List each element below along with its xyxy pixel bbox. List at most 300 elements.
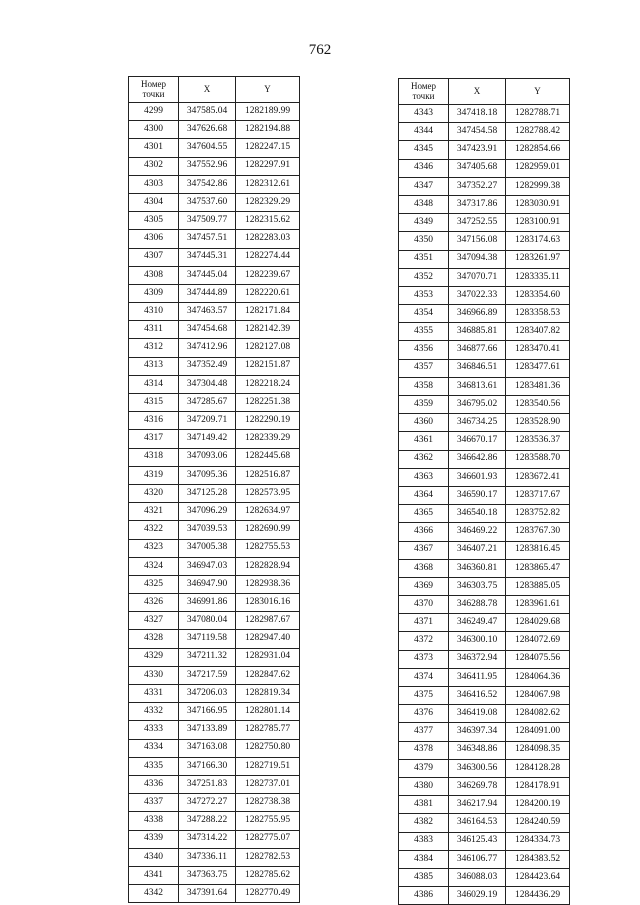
table-row: [129, 266, 300, 284]
cell-point-number: 4319: [129, 466, 179, 484]
cell-point-number: 4316: [129, 412, 179, 430]
cell-point-number: 4361: [399, 432, 449, 450]
cell-y: 1282339.29: [236, 430, 300, 448]
cell-x: 347418.18: [449, 105, 506, 123]
cell-y: 1283261.97: [506, 250, 570, 268]
cell-y: 1283536.37: [506, 432, 570, 450]
cell-y: 1282573.95: [236, 484, 300, 502]
cell-y: 1284423.64: [506, 868, 570, 886]
cell-point-number: 4354: [399, 305, 449, 323]
cell-point-number: 4346: [399, 159, 449, 177]
cell-x: 347314.22: [179, 830, 236, 848]
table-row: [129, 685, 300, 703]
cell-y: 1284064.36: [506, 668, 570, 686]
cell-point-number: 4333: [129, 721, 179, 739]
cell-y: 1283354.60: [506, 286, 570, 304]
cell-y: 1283816.45: [506, 541, 570, 559]
cell-x: 347039.53: [179, 521, 236, 539]
header-point-number: Номер точки: [129, 77, 179, 103]
cell-x: 347542.86: [179, 175, 236, 193]
cell-point-number: 4302: [129, 157, 179, 175]
cell-point-number: 4303: [129, 175, 179, 193]
cell-x: 346590.17: [449, 486, 506, 504]
cell-point-number: 4363: [399, 468, 449, 486]
cell-x: 346795.02: [449, 396, 506, 414]
cell-point-number: 4311: [129, 321, 179, 339]
cell-point-number: 4327: [129, 612, 179, 630]
cell-y: 1283717.67: [506, 486, 570, 504]
cell-y: 1284436.29: [506, 887, 570, 905]
cell-point-number: 4379: [399, 759, 449, 777]
cell-point-number: 4371: [399, 614, 449, 632]
cell-x: 346249.47: [449, 614, 506, 632]
table-row: [399, 232, 570, 250]
cell-point-number: 4366: [399, 523, 449, 541]
cell-point-number: 4369: [399, 577, 449, 595]
cell-point-number: 4301: [129, 139, 179, 157]
cell-point-number: 4345: [399, 141, 449, 159]
table-row: [129, 557, 300, 575]
table-row: [399, 359, 570, 377]
table-row: [129, 430, 300, 448]
cell-x: 346947.90: [179, 575, 236, 593]
cell-y: 1282947.40: [236, 630, 300, 648]
cell-x: 346300.56: [449, 759, 506, 777]
table-row: [399, 523, 570, 541]
cell-point-number: 4328: [129, 630, 179, 648]
cell-point-number: 4344: [399, 123, 449, 141]
cell-y: 1282788.71: [506, 105, 570, 123]
cell-x: 346411.95: [449, 668, 506, 686]
table-row: [129, 339, 300, 357]
table-row: [129, 630, 300, 648]
cell-x: 347022.33: [449, 286, 506, 304]
cell-y: 1282785.77: [236, 721, 300, 739]
cell-point-number: 4352: [399, 268, 449, 286]
table-row: [399, 668, 570, 686]
cell-y: 1282750.80: [236, 739, 300, 757]
cell-y: 1284240.59: [506, 814, 570, 832]
cell-y: 1282987.67: [236, 612, 300, 630]
table-row: [399, 450, 570, 468]
cell-x: 347095.36: [179, 466, 236, 484]
cell-x: 347585.04: [179, 103, 236, 121]
table-row: [129, 212, 300, 230]
table-row: [399, 486, 570, 504]
cell-x: 347206.03: [179, 685, 236, 703]
cell-point-number: 4370: [399, 596, 449, 614]
cell-y: 1282151.87: [236, 357, 300, 375]
header-x: X: [449, 79, 506, 105]
cell-y: 1284072.69: [506, 632, 570, 650]
table-row: [399, 723, 570, 741]
table-row: [399, 505, 570, 523]
cell-y: 1283885.05: [506, 577, 570, 595]
table-row: [129, 412, 300, 430]
cell-point-number: 4322: [129, 521, 179, 539]
table-header-row: [129, 77, 300, 103]
table-row: [399, 759, 570, 777]
cell-point-number: 4312: [129, 339, 179, 357]
cell-point-number: 4320: [129, 484, 179, 502]
table-row: [129, 357, 300, 375]
cell-x: 347412.96: [179, 339, 236, 357]
cell-y: 1282690.99: [236, 521, 300, 539]
cell-y: 1282142.39: [236, 321, 300, 339]
table-row: [399, 687, 570, 705]
table-row: [399, 868, 570, 886]
cell-x: 346734.25: [449, 414, 506, 432]
cell-x: 347445.04: [179, 266, 236, 284]
cell-x: 346407.21: [449, 541, 506, 559]
cell-x: 346540.18: [449, 505, 506, 523]
cell-point-number: 4376: [399, 705, 449, 723]
cell-y: 1282220.61: [236, 284, 300, 302]
cell-y: 1282189.99: [236, 103, 300, 121]
cell-x: 347209.71: [179, 412, 236, 430]
cell-y: 1282239.67: [236, 266, 300, 284]
table-row: [399, 650, 570, 668]
table-row: [129, 484, 300, 502]
cell-y: 1282785.62: [236, 866, 300, 884]
cell-x: 347285.67: [179, 394, 236, 412]
cell-x: 347317.86: [449, 195, 506, 213]
cell-point-number: 4350: [399, 232, 449, 250]
cell-y: 1284091.00: [506, 723, 570, 741]
table-row: [129, 375, 300, 393]
cell-x: 347454.68: [179, 321, 236, 339]
table-row: [399, 577, 570, 595]
table-row: [399, 141, 570, 159]
table-row: [129, 175, 300, 193]
cell-x: 346601.93: [449, 468, 506, 486]
cell-point-number: 4384: [399, 850, 449, 868]
table-row: [399, 177, 570, 195]
cell-x: 347463.57: [179, 303, 236, 321]
cell-point-number: 4368: [399, 559, 449, 577]
table-row: [129, 794, 300, 812]
cell-y: 1284067.98: [506, 687, 570, 705]
cell-y: 1284082.62: [506, 705, 570, 723]
cell-y: 1283100.91: [506, 214, 570, 232]
cell-y: 1282445.68: [236, 448, 300, 466]
cell-y: 1282775.07: [236, 830, 300, 848]
cell-x: 346106.77: [449, 850, 506, 868]
cell-point-number: 4332: [129, 703, 179, 721]
cell-x: 346372.94: [449, 650, 506, 668]
cell-point-number: 4364: [399, 486, 449, 504]
cell-x: 347423.91: [449, 141, 506, 159]
table-row: [129, 466, 300, 484]
cell-y: 1283030.91: [506, 195, 570, 213]
table-row: [399, 377, 570, 395]
cell-x: 347304.48: [179, 375, 236, 393]
cell-y: 1284029.68: [506, 614, 570, 632]
cell-point-number: 4367: [399, 541, 449, 559]
cell-x: 347626.68: [179, 121, 236, 139]
cell-x: 346813.61: [449, 377, 506, 395]
cell-x: 347272.27: [179, 794, 236, 812]
cell-x: 347166.30: [179, 757, 236, 775]
cell-point-number: 4351: [399, 250, 449, 268]
cell-point-number: 4353: [399, 286, 449, 304]
cell-x: 346966.89: [449, 305, 506, 323]
cell-x: 346846.51: [449, 359, 506, 377]
cell-x: 346300.10: [449, 632, 506, 650]
cell-point-number: 4325: [129, 575, 179, 593]
cell-x: 347454.58: [449, 123, 506, 141]
cell-y: 1283407.82: [506, 323, 570, 341]
cell-y: 1283174.63: [506, 232, 570, 250]
cell-x: 347094.38: [449, 250, 506, 268]
cell-point-number: 4310: [129, 303, 179, 321]
cell-y: 1283767.30: [506, 523, 570, 541]
table-row: [129, 448, 300, 466]
cell-point-number: 4300: [129, 121, 179, 139]
table-row: [399, 286, 570, 304]
table-row: [129, 721, 300, 739]
cell-x: 347217.59: [179, 666, 236, 684]
cell-point-number: 4305: [129, 212, 179, 230]
cell-y: 1282516.87: [236, 466, 300, 484]
cell-y: 1283540.56: [506, 396, 570, 414]
cell-point-number: 4341: [129, 866, 179, 884]
table-row: [129, 121, 300, 139]
cell-y: 1283470.41: [506, 341, 570, 359]
table-row: [129, 666, 300, 684]
cell-y: 1282755.95: [236, 812, 300, 830]
cell-y: 1282788.42: [506, 123, 570, 141]
table-row: [399, 323, 570, 341]
table-row: [129, 157, 300, 175]
table-row: [129, 812, 300, 830]
table-row: [399, 596, 570, 614]
cell-x: 347604.55: [179, 139, 236, 157]
cell-y: 1282634.97: [236, 503, 300, 521]
cell-x: 346360.81: [449, 559, 506, 577]
cell-x: 347119.58: [179, 630, 236, 648]
cell-point-number: 4381: [399, 796, 449, 814]
cell-y: 1282274.44: [236, 248, 300, 266]
cell-y: 1283588.70: [506, 450, 570, 468]
cell-x: 347445.31: [179, 248, 236, 266]
cell-y: 1282171.84: [236, 303, 300, 321]
table-row: [399, 850, 570, 868]
cell-y: 1284178.91: [506, 777, 570, 795]
cell-x: 347070.71: [449, 268, 506, 286]
cell-point-number: 4307: [129, 248, 179, 266]
cell-x: 347288.22: [179, 812, 236, 830]
cell-x: 346397.34: [449, 723, 506, 741]
cell-point-number: 4342: [129, 885, 179, 903]
cell-y: 1284334.73: [506, 832, 570, 850]
coordinates-table-right: [398, 78, 570, 905]
cell-x: 346303.75: [449, 577, 506, 595]
cell-point-number: 4338: [129, 812, 179, 830]
cell-x: 346288.78: [449, 596, 506, 614]
cell-point-number: 4357: [399, 359, 449, 377]
cell-x: 346419.08: [449, 705, 506, 723]
cell-y: 1283752.82: [506, 505, 570, 523]
cell-x: 347133.89: [179, 721, 236, 739]
cell-point-number: 4382: [399, 814, 449, 832]
cell-y: 1282247.15: [236, 139, 300, 157]
cell-y: 1283358.53: [506, 305, 570, 323]
cell-x: 347252.55: [449, 214, 506, 232]
cell-y: 1284383.52: [506, 850, 570, 868]
cell-y: 1282999.38: [506, 177, 570, 195]
cell-x: 346991.86: [179, 594, 236, 612]
table-row: [399, 814, 570, 832]
page-number: 762: [308, 42, 332, 58]
cell-point-number: 4380: [399, 777, 449, 795]
table-row: [399, 214, 570, 232]
cell-x: 346416.52: [449, 687, 506, 705]
cell-x: 347125.28: [179, 484, 236, 502]
cell-x: 347251.83: [179, 775, 236, 793]
table-row: [129, 248, 300, 266]
table-row: [399, 887, 570, 905]
cell-point-number: 4331: [129, 685, 179, 703]
table-row: [129, 775, 300, 793]
cell-point-number: 4304: [129, 193, 179, 211]
cell-y: 1284098.35: [506, 741, 570, 759]
cell-x: 347363.75: [179, 866, 236, 884]
cell-y: 1282127.08: [236, 339, 300, 357]
table-row: [399, 832, 570, 850]
cell-x: 346469.22: [449, 523, 506, 541]
cell-y: 1284200.19: [506, 796, 570, 814]
cell-x: 347509.77: [179, 212, 236, 230]
cell-x: 346217.94: [449, 796, 506, 814]
cell-point-number: 4349: [399, 214, 449, 232]
cell-point-number: 4343: [399, 105, 449, 123]
header-y: Y: [236, 77, 300, 103]
coordinates-table-left: [128, 76, 300, 903]
table-row: [129, 539, 300, 557]
cell-x: 347352.49: [179, 357, 236, 375]
cell-y: 1282315.62: [236, 212, 300, 230]
cell-y: 1282737.01: [236, 775, 300, 793]
table-row: [129, 703, 300, 721]
cell-point-number: 4326: [129, 594, 179, 612]
cell-y: 1283477.61: [506, 359, 570, 377]
cell-point-number: 4377: [399, 723, 449, 741]
table-row: [129, 757, 300, 775]
cell-point-number: 4378: [399, 741, 449, 759]
cell-y: 1283961.61: [506, 596, 570, 614]
table-row: [399, 250, 570, 268]
cell-x: 346885.81: [449, 323, 506, 341]
cell-point-number: 4373: [399, 650, 449, 668]
cell-point-number: 4348: [399, 195, 449, 213]
cell-x: 346670.17: [449, 432, 506, 450]
cell-point-number: 4324: [129, 557, 179, 575]
header-x: X: [179, 77, 236, 103]
cell-y: 1282828.94: [236, 557, 300, 575]
table-row: [399, 614, 570, 632]
cell-y: 1282283.03: [236, 230, 300, 248]
cell-x: 347080.04: [179, 612, 236, 630]
cell-x: 347552.96: [179, 157, 236, 175]
cell-x: 347096.29: [179, 503, 236, 521]
table-row: [399, 195, 570, 213]
cell-x: 347391.64: [179, 885, 236, 903]
cell-y: 1282290.19: [236, 412, 300, 430]
table-row: [129, 739, 300, 757]
cell-x: 346642.86: [449, 450, 506, 468]
cell-y: 1282854.66: [506, 141, 570, 159]
table-row: [129, 648, 300, 666]
header-y: Y: [506, 79, 570, 105]
cell-point-number: 4386: [399, 887, 449, 905]
cell-point-number: 4355: [399, 323, 449, 341]
cell-x: 346125.43: [449, 832, 506, 850]
table-row: [399, 777, 570, 795]
cell-x: 347336.11: [179, 848, 236, 866]
table-row: [399, 632, 570, 650]
cell-x: 346348.86: [449, 741, 506, 759]
cell-point-number: 4315: [129, 394, 179, 412]
cell-point-number: 4337: [129, 794, 179, 812]
cell-point-number: 4374: [399, 668, 449, 686]
cell-x: 347457.51: [179, 230, 236, 248]
table-row: [399, 741, 570, 759]
table-row: [399, 559, 570, 577]
cell-y: 1282329.29: [236, 193, 300, 211]
table-row: [399, 432, 570, 450]
cell-point-number: 4323: [129, 539, 179, 557]
table-row: [129, 139, 300, 157]
cell-y: 1282819.34: [236, 685, 300, 703]
cell-point-number: 4383: [399, 832, 449, 850]
cell-point-number: 4314: [129, 375, 179, 393]
table-row: [399, 341, 570, 359]
table-row: [129, 103, 300, 121]
cell-point-number: 4336: [129, 775, 179, 793]
cell-point-number: 4339: [129, 830, 179, 848]
cell-y: 1282297.91: [236, 157, 300, 175]
table-row: [399, 468, 570, 486]
cell-y: 1282755.53: [236, 539, 300, 557]
table-row: [399, 705, 570, 723]
cell-point-number: 4329: [129, 648, 179, 666]
table-row: [129, 594, 300, 612]
table-row: [129, 866, 300, 884]
cell-point-number: 4385: [399, 868, 449, 886]
cell-point-number: 4347: [399, 177, 449, 195]
cell-x: 346029.19: [449, 887, 506, 905]
cell-y: 1284075.56: [506, 650, 570, 668]
cell-point-number: 4359: [399, 396, 449, 414]
cell-point-number: 4335: [129, 757, 179, 775]
cell-x: 347005.38: [179, 539, 236, 557]
cell-y: 1283528.90: [506, 414, 570, 432]
cell-point-number: 4358: [399, 377, 449, 395]
table-row: [129, 321, 300, 339]
cell-x: 346088.03: [449, 868, 506, 886]
table-row: [399, 123, 570, 141]
table-row: [399, 159, 570, 177]
table-row: [399, 541, 570, 559]
table-row: [399, 396, 570, 414]
cell-y: 1283672.41: [506, 468, 570, 486]
cell-x: 347405.68: [449, 159, 506, 177]
table-row: [399, 414, 570, 432]
cell-point-number: 4313: [129, 357, 179, 375]
cell-x: 346164.53: [449, 814, 506, 832]
cell-y: 1283865.47: [506, 559, 570, 577]
